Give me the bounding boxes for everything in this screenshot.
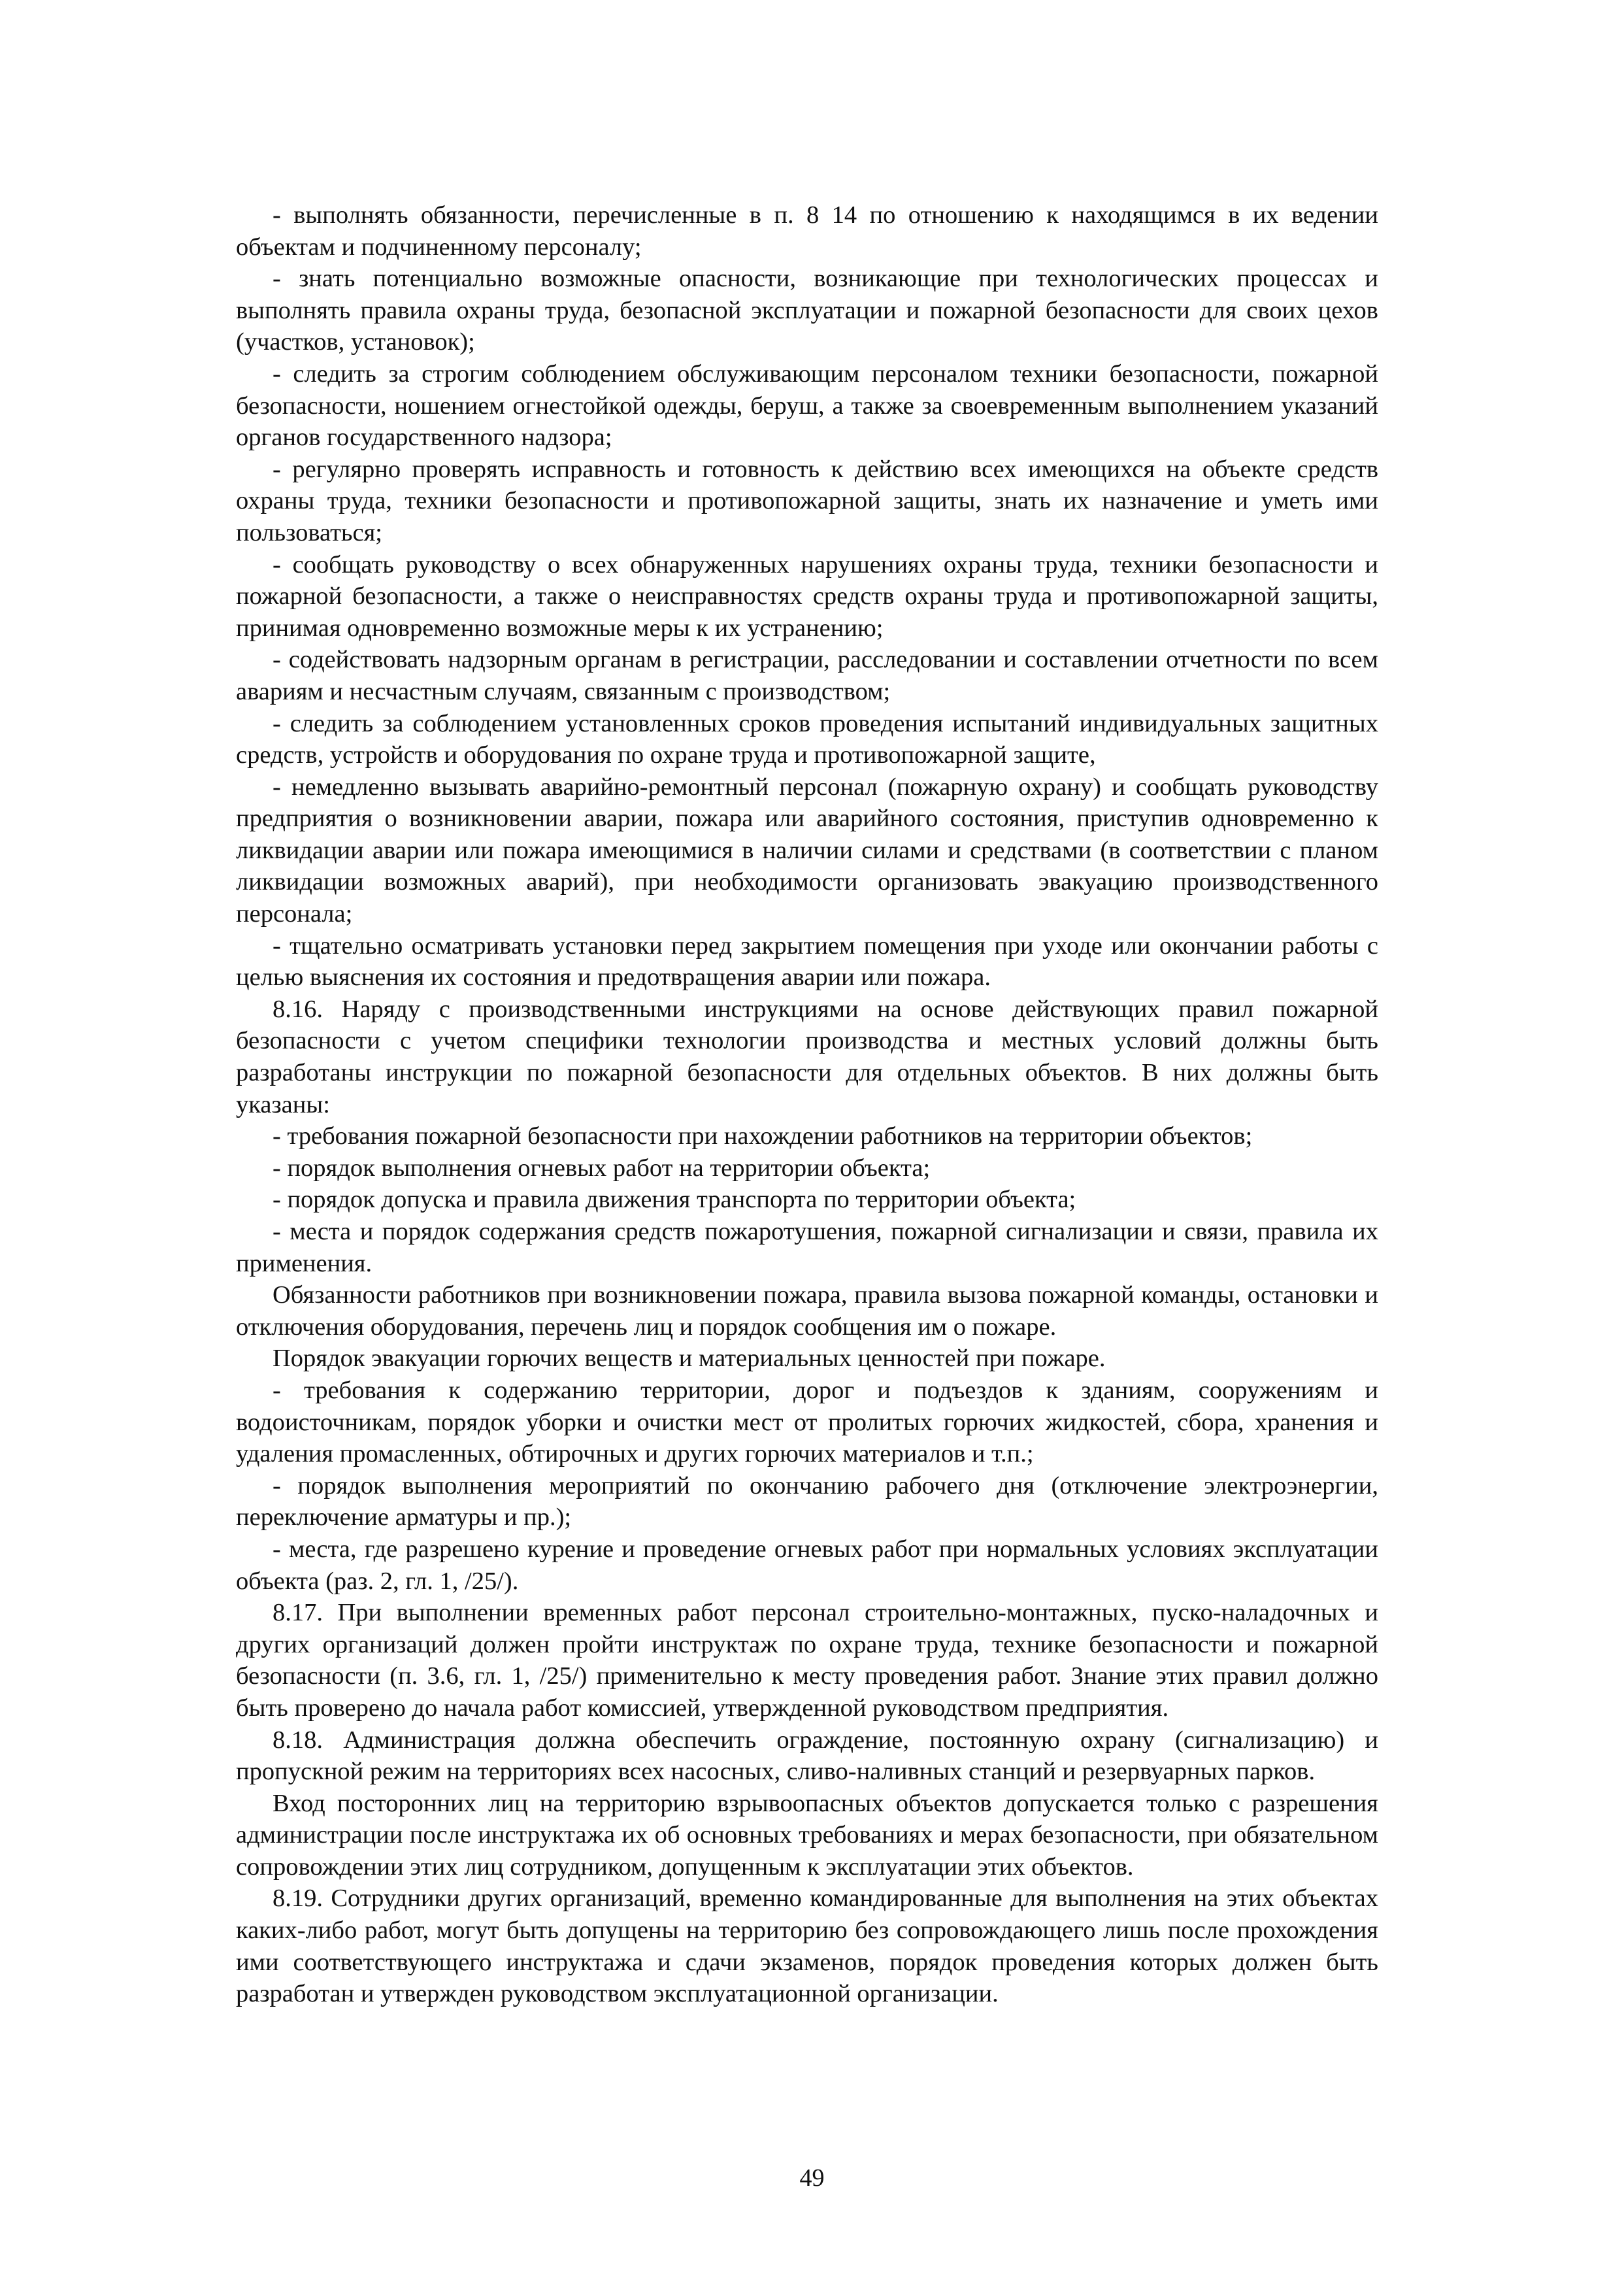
page-number: 49 <box>799 2164 825 2192</box>
paragraph-8-17: 8.17. При выполнении временных работ персонал строительно-монтажных, пуско-наладочных и других организаций должен пройти инструктаж по охране труда, технике безопасности и пожарной безопасности (п. 3.6, гл. 1, /25/) применительно к месту проведения работ. Знание этих правил должно быть проверено до начала работ комиссией, утвержденной руководством предприятия. <box>236 1599 1378 1722</box>
paragraph-smoking-places: - места, где разрешено курение и проведение огневых работ при нормальных условиях эксплуатации объекта (раз. 2, гл. 1, /25/). <box>236 1535 1378 1595</box>
paragraph-inspect-installations: - тщательно осматривать установки перед закрытием помещения при уходе или окончании работы с целью выяснения их состояния и предотвращения аварии или пожара. <box>236 931 1378 992</box>
paragraph-evacuation-order: Порядок эвакуации горючих веществ и материальных ценностей при пожаре. <box>273 1345 1106 1373</box>
paragraph-report-violations: - сообщать руководству о всех обнаруженных нарушениях охраны труда, техники безопасности и пожарной безопасности, а также о неисправностях средств охраны труда и противопожарной защиты, принимая одновременно возможные меры к их устранению; <box>236 550 1378 642</box>
paragraph-test-deadlines: - следить за соблюдением установленных сроков проведения испытаний индивидуальных защитных средств, устройств и оборудования по охране труда и противопожарной защите, <box>236 709 1378 769</box>
paragraph-assist-supervision: - содействовать надзорным органам в регистрации, расследовании и составлении отчетности по всем авариям и несчастным случаям, связанным с производством; <box>236 646 1378 705</box>
paragraph-emergency-call: - немедленно вызывать аварийно-ремонтный персонал (пожарную охрану) и сообщать руководству предприятия о возникновении аварии, пожара или аварийного состояния, приступив одновременно к ликвидации аварии или пожара имеющимися в наличии силами и средствами (в соответствии с планом ликвидации возможных аварий), при необходимости организовать эвакуацию производственного персонала; <box>236 773 1378 928</box>
paragraph-hot-work: - порядок выполнения огневых работ на территории объекта; <box>273 1154 931 1182</box>
paragraph-8-18: 8.18. Администрация должна обеспечить ограждение, постоянную охрану (сигнализацию) и пропускной режим на территориях всех насосных, сливо-наливных станций и резервуарных парков. <box>236 1726 1378 1786</box>
paragraph-end-of-day: - порядок выполнения мероприятий по окончанию рабочего дня (отключение электроэнергии, переключение арматуры и пр.); <box>236 1471 1378 1532</box>
paragraph-worker-duties-fire: Обязанности работников при возникновении пожара, правила вызова пожарной команды, остановки и отключения оборудования, перечень лиц и порядок сообщения им о пожаре. <box>236 1281 1378 1341</box>
paragraph-fire-requirements: - требования пожарной безопасности при нахождении работников на территории объектов; <box>273 1122 1253 1150</box>
paragraph-8-16: 8.16. Наряду с производственными инструкциями на основе действующих правил пожарной безопасности с учетом специфики технологии производства и местных условий должны быть разработаны инструкции по пожарной безопасности для отдельных объектов. В них должны быть указаны: <box>236 995 1378 1118</box>
paragraph-territory-requirements: - требования к содержанию территории, дорог и подъездов к зданиям, сооружениям и водоисточникам, порядок уборки и очистки мест от пролитых горючих жидкостей, сбора, хранения и удаления промасленных, обтирочных и других горючих материалов и т.п.; <box>236 1376 1378 1468</box>
paragraph-transport: - порядок допуска и правила движения транспорта по территории объекта; <box>273 1186 1076 1214</box>
paragraph-know-hazards: - знать потенциально возможные опасности, возникающие при технологических процессах и выполнять правила охраны труда, безопасной эксплуатации и пожарной безопасности для своих цехов (участков, установок); <box>236 265 1378 356</box>
paragraph-check-equipment: - регулярно проверять исправность и готовность к действию всех имеющихся на объекте средств охраны труда, техники безопасности и противопожарной защиты, знать их назначение и уметь ими пользоваться; <box>236 455 1378 546</box>
paragraph-extinguishing-means: - места и порядок содержания средств пожаротушения, пожарной сигнализации и связи, правила их применения. <box>236 1218 1378 1277</box>
paragraph-visitor-entry: Вход посторонних лиц на территорию взрывоопасных объектов допускается только с разрешения администрации после инструктажа их об основных требованиях и мерах безопасности, при обязательном сопровождении этих лиц сотрудником, допущенным к эксплуатации этих объектов. <box>236 1789 1378 1881</box>
paragraph-monitor-compliance: - следить за строгим соблюдением обслуживающим персоналом техники безопасности, пожарной безопасности, ношением огнестойкой одежды, беруш, а также за своевременным выполнением указаний органов государственного надзора; <box>236 360 1378 452</box>
paragraph-8-19: 8.19. Сотрудники других организаций, временно командированные для выполнения на этих объектах каких-либо работ, могут быть допущены на территорию без сопровождающего лишь после прохождения ими соответствующего инструктажа и сдачи экзаменов, порядок проведения которых должен быть разработан и утвержден руководством эксплуатационной организации. <box>236 1885 1378 2008</box>
document-body <box>236 199 1378 2010</box>
paragraph-duty-objects: - выполнять обязанности, перечисленные в п. 8 14 по отношению к находящимся в их ведении объектам и подчиненному персоналу; <box>236 201 1378 261</box>
